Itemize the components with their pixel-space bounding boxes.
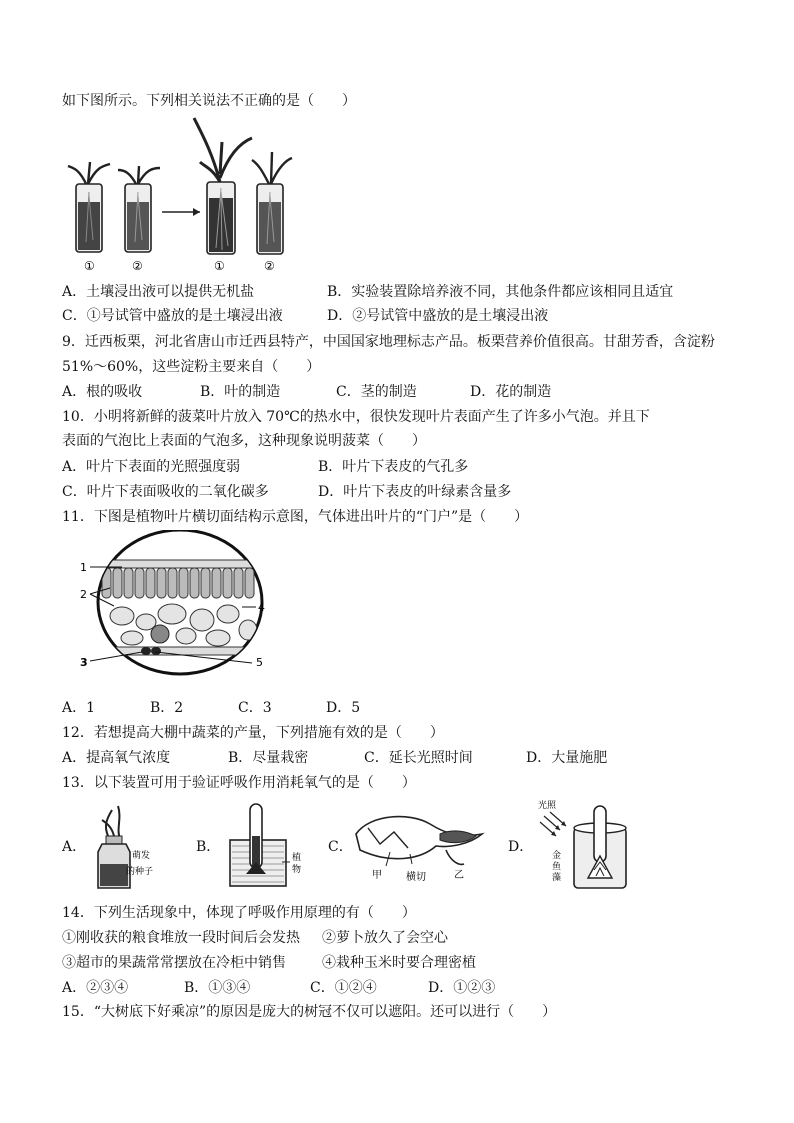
q8-option-d[interactable]: D．②号试管中盛放的是土壤浸出液: [327, 308, 549, 324]
q14-option-a[interactable]: A．②③④: [62, 980, 129, 996]
q9-stem-line2: 51%～60%，这些淀粉主要来自（ ）: [62, 359, 321, 375]
q10-option-b[interactable]: B．叶片下表皮的气孔多: [318, 459, 469, 475]
q14-item-3: ③超市的果蔬常常摆放在冷柜中销售: [62, 955, 286, 971]
q11-fig-label-2: 2: [80, 588, 87, 601]
q8-stem: 如下图所示。下列相关说法不正确的是（ ）: [62, 93, 356, 109]
q8-option-a[interactable]: A．土壤浸出液可以提供无机盐: [62, 284, 255, 300]
q13-fig-d-label-light: 光照: [538, 801, 557, 811]
tube-1-grown: [194, 118, 252, 254]
q13-stem: 13．以下装置可用于验证呼吸作用消耗氧气的是（ ）: [62, 775, 416, 791]
q13-fig-d-label-fish-3: 藻: [552, 873, 562, 883]
q8-fig-label-3: ①: [214, 259, 225, 273]
q14-item-1: ①刚收获的粮食堆放一段时间后会发热: [62, 930, 300, 946]
q9-option-d[interactable]: D．花的制造: [470, 384, 552, 400]
q13-fig-d-label-fish-2: 鱼: [552, 862, 562, 872]
q13-fig-d-light-algae: [538, 798, 638, 894]
q11-leaf-cross-section-figure: [62, 530, 272, 680]
q11-stem: 11．下图是植物叶片横切面结构示意图，气体进出叶片的“门户”是（ ）: [62, 509, 529, 525]
q8-fig-label-1: ①: [84, 259, 95, 273]
q8-option-c[interactable]: C．①号试管中盛放的是土壤浸出液: [62, 308, 283, 324]
q13-fig-b-label-1: 植: [292, 853, 302, 863]
q13-option-c[interactable]: C．: [328, 839, 353, 855]
q13-fig-b-water-plant: [224, 800, 314, 892]
q10-option-c[interactable]: C．叶片下表面吸收的二氧化碳多: [62, 484, 269, 500]
q11-option-c[interactable]: C．3: [238, 700, 272, 716]
q13-fig-c-label-jia: 甲: [372, 870, 382, 881]
q13-fig-a-label-1: 萌发: [132, 851, 151, 861]
q14-stem: 14．下列生活现象中，体现了呼吸作用原理的有（ ）: [62, 905, 416, 921]
q12-option-a[interactable]: A．提高氧气浓度: [62, 750, 171, 766]
tube-1-small: [68, 162, 110, 252]
q13-fig-a-label-2: 的种子: [126, 867, 154, 877]
q9-option-a[interactable]: A．根的吸收: [62, 384, 143, 400]
q9-option-c[interactable]: C．茎的制造: [336, 384, 417, 400]
q13-fig-c-leaf: [350, 804, 490, 888]
q10-stem-line2: 表面的气泡比上表面的气泡多，这种现象说明菠菜（ ）: [62, 433, 426, 449]
q8-option-b[interactable]: B．实验装置除培养液不同，其他条件都应该相同且适宜: [327, 284, 674, 300]
q10-option-d[interactable]: D．叶片下表皮的叶绿素含量多: [318, 484, 512, 500]
q13-fig-c-label-yi: 乙: [454, 870, 464, 881]
q10-option-a[interactable]: A．叶片下表面的光照强度弱: [62, 459, 241, 475]
tube-2-small: [118, 166, 160, 252]
q8-test-tube-figure: [62, 112, 302, 274]
q11-fig-label-5: 5: [256, 656, 263, 669]
q10-stem-line1: 10．小明将新鲜的菠菜叶片放入 70℃的热水中，很快发现叶片表面产生了许多小气泡。并且下: [62, 409, 650, 425]
q13-option-d[interactable]: D．: [508, 839, 534, 855]
q8-fig-label-4: ②: [264, 259, 275, 273]
q13-option-b[interactable]: B．: [196, 839, 221, 855]
q11-option-b[interactable]: B．2: [150, 700, 184, 716]
q13-fig-c-label-hengqie: 横切: [406, 872, 426, 883]
q13-fig-b-label-2: 物: [292, 865, 302, 875]
q12-option-b[interactable]: B．尽量栽密: [228, 750, 309, 766]
q14-item-4: ④栽种玉米时要合理密植: [322, 955, 476, 971]
q8-fig-label-2: ②: [132, 259, 143, 273]
q14-item-2: ②萝卜放久了会空心: [322, 930, 448, 946]
q14-option-d[interactable]: D．①②③: [428, 980, 496, 996]
q14-option-b[interactable]: B．①③④: [184, 980, 251, 996]
q15-stem: 15．“大树底下好乘凉”的原因是庞大的树冠不仅可以遮阳。还可以进行（ ）: [62, 1004, 557, 1020]
q14-option-c[interactable]: C．①②④: [310, 980, 377, 996]
q12-stem: 12．若想提高大棚中蔬菜的产量，下列措施有效的是（ ）: [62, 725, 444, 741]
q12-option-d[interactable]: D．大量施肥: [526, 750, 608, 766]
q11-fig-label-3: 3: [80, 656, 88, 669]
q13-fig-d-label-fish-1: 金: [552, 851, 562, 861]
q9-option-b[interactable]: B．叶的制造: [200, 384, 281, 400]
q13-fig-a-bottle-seeds: [92, 802, 172, 894]
q11-fig-label-4: 4: [258, 601, 265, 614]
q11-option-d[interactable]: D．5: [326, 700, 361, 716]
q11-fig-label-1: 1: [80, 561, 87, 574]
q12-option-c[interactable]: C．延长光照时间: [364, 750, 473, 766]
q9-stem-line1: 9．迁西板栗，河北省唐山市迁西县特产，中国国家地理标志产品。板栗营养价值很高。甘甜芳香，含淀粉: [62, 334, 715, 350]
tube-2-grown: [252, 152, 292, 254]
q11-option-a[interactable]: A．1: [62, 700, 96, 716]
q13-option-a[interactable]: A．: [62, 839, 87, 855]
